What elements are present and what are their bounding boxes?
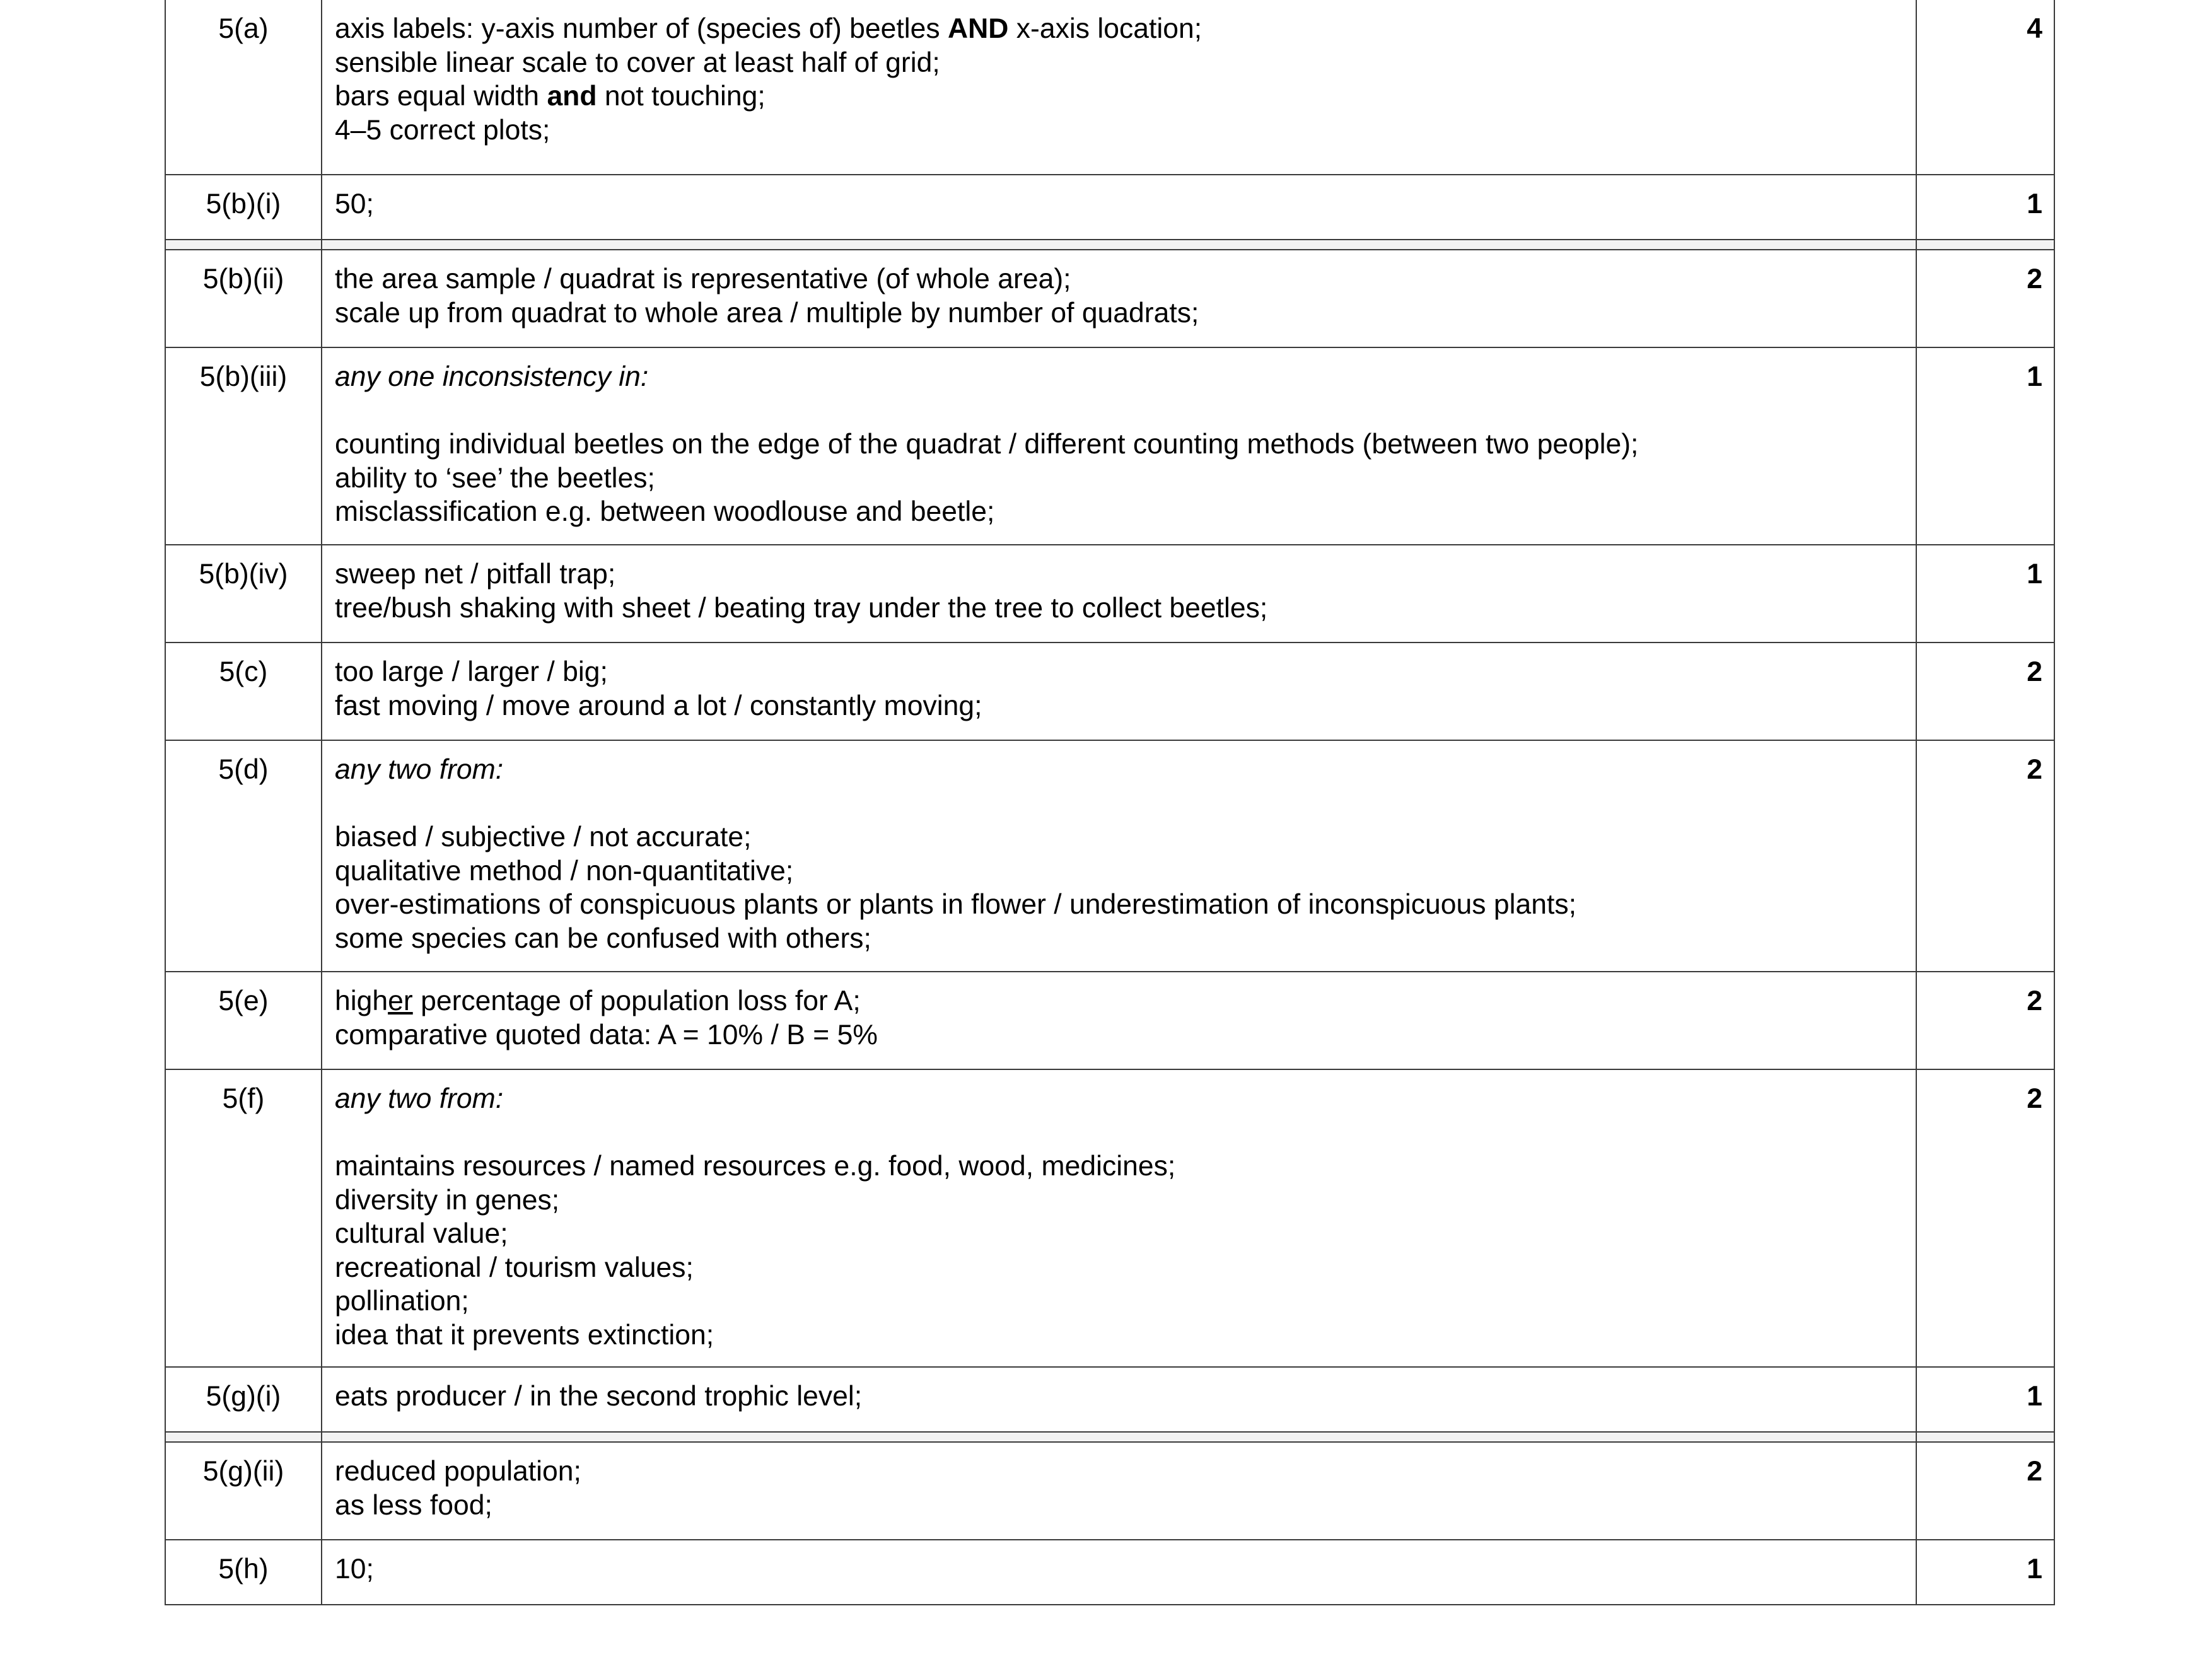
question-number-cell <box>165 250 322 347</box>
answer-line: over-estimations of conspicuous plants or plants in flower / underestimation of inconspicuous plants; <box>335 889 1576 920</box>
answer-line: fast moving / move around a lot / constantly moving; <box>335 690 982 721</box>
table-row <box>165 1367 2054 1432</box>
table-row <box>165 1069 2054 1367</box>
answer-cell <box>322 347 1916 545</box>
answer-cell <box>322 0 1916 175</box>
table-row <box>165 1442 2054 1540</box>
answer-cell <box>322 643 1916 740</box>
answer-line: ability to ‘see’ the beetles; <box>335 462 655 494</box>
answer-line: cultural value; <box>335 1218 508 1249</box>
answer-line: reduced population; <box>335 1456 581 1487</box>
question-number: 5(b)(iii) <box>199 361 288 392</box>
marks-value: 2 <box>2027 754 2042 785</box>
marks-cell <box>1916 1540 2054 1605</box>
answer-text: x-axis location; <box>1008 13 1202 44</box>
table-row <box>165 0 2054 175</box>
row-separator <box>165 1432 2054 1442</box>
answer-bold-text: AND <box>948 13 1009 44</box>
question-number: 5(b)(i) <box>206 189 281 219</box>
answer-line: idea that it prevents extinction; <box>335 1319 714 1351</box>
answer-bold-text: and <box>547 81 597 112</box>
answer-text: percentage of population loss for A; <box>412 986 861 1016</box>
marks-cell <box>1916 740 2054 972</box>
answer-text: bars equal width <box>335 81 547 112</box>
table-row <box>165 643 2054 740</box>
marks-value: 1 <box>2027 559 2042 590</box>
question-number: 5(g)(i) <box>206 1381 281 1412</box>
answer-line: diversity in genes; <box>335 1184 560 1216</box>
question-number: 5(b)(ii) <box>202 264 284 294</box>
answer-line <box>335 984 1904 1018</box>
question-number-cell <box>165 0 322 175</box>
answer-intro: any two from: <box>335 1083 504 1114</box>
mark-scheme-table <box>165 0 2055 1605</box>
question-number-cell <box>165 972 322 1069</box>
table-row <box>165 740 2054 972</box>
question-number: 5(b)(iv) <box>199 559 288 590</box>
answer-line: maintains resources / named resources e.g. food, wood, medicines; <box>335 1151 1176 1182</box>
marks-value: 1 <box>2027 189 2042 219</box>
question-number-cell <box>165 643 322 740</box>
answer-line: 10; <box>335 1554 374 1585</box>
answer-line: some species can be confused with others; <box>335 922 871 954</box>
row-separator <box>165 240 2054 250</box>
answer-line: pollination; <box>335 1286 469 1317</box>
answer-line: the area sample / quadrat is representative (of whole area); <box>335 264 1071 294</box>
blank-line <box>335 394 1904 428</box>
table-row <box>165 972 2054 1069</box>
answer-line: qualitative method / non-quantitative; <box>335 855 794 887</box>
answer-cell <box>322 545 1916 643</box>
question-number: 5(f) <box>222 1083 265 1114</box>
question-number: 5(e) <box>218 986 269 1016</box>
answer-text: not touching; <box>597 81 765 112</box>
question-number: 5(a) <box>218 13 269 44</box>
marks-cell <box>1916 1367 2054 1432</box>
marks-cell <box>1916 175 2054 240</box>
question-number-cell <box>165 1442 322 1540</box>
marks-cell <box>1916 0 2054 175</box>
answer-line: recreational / tourism values; <box>335 1252 694 1283</box>
question-number: 5(g)(ii) <box>202 1456 284 1487</box>
answer-line: comparative quoted data: A = 10% / B = 5% <box>335 1019 878 1050</box>
blank-line <box>335 1116 1904 1150</box>
marks-value: 1 <box>2027 1554 2042 1585</box>
answer-cell <box>322 1069 1916 1367</box>
question-number-cell <box>165 1367 322 1432</box>
question-number: 5(c) <box>219 656 268 687</box>
marks-cell <box>1916 1069 2054 1367</box>
separator-cell <box>322 1432 1916 1442</box>
answer-line: sweep net / pitfall trap; <box>335 559 616 590</box>
answer-intro: any one inconsistency in: <box>335 361 649 392</box>
question-number-cell <box>165 175 322 240</box>
blank-line <box>335 787 1904 821</box>
answer-cell <box>322 250 1916 347</box>
answer-line: biased / subjective / not accurate; <box>335 822 752 852</box>
marks-value: 1 <box>2027 1381 2042 1412</box>
answer-intro: any two from: <box>335 754 504 785</box>
table-row <box>165 250 2054 347</box>
answer-line: as less food; <box>335 1489 492 1521</box>
answer-line: eats producer / in the second trophic level; <box>335 1381 863 1412</box>
table-row <box>165 347 2054 545</box>
marks-cell <box>1916 250 2054 347</box>
answer-cell <box>322 1442 1916 1540</box>
answer-line: too large / larger / big; <box>335 656 608 687</box>
marks-cell <box>1916 643 2054 740</box>
marks-value: 4 <box>2027 13 2042 44</box>
marks-value: 2 <box>2027 986 2042 1016</box>
answer-line <box>335 79 1904 113</box>
marks-cell <box>1916 347 2054 545</box>
table-row <box>165 545 2054 643</box>
answer-line <box>335 12 1904 46</box>
answer-cell <box>322 175 1916 240</box>
question-number-cell <box>165 347 322 545</box>
answer-cell <box>322 740 1916 972</box>
answer-line: tree/bush shaking with sheet / beating tray under the tree to collect beetles; <box>335 592 1268 624</box>
question-number: 5(h) <box>218 1554 269 1585</box>
marks-value: 1 <box>2027 361 2042 392</box>
answer-line: counting individual beetles on the edge of the quadrat / different counting methods (between two people); <box>335 429 1639 460</box>
marks-value: 2 <box>2027 1083 2042 1114</box>
separator-cell <box>165 240 322 250</box>
answer-cell <box>322 972 1916 1069</box>
separator-cell <box>165 1432 322 1442</box>
answer-text: axis labels: y-axis number of (species of) beetles <box>335 13 948 44</box>
question-number-cell <box>165 740 322 972</box>
answer-line: 50; <box>335 189 374 219</box>
separator-cell <box>1916 240 2054 250</box>
answer-cell <box>322 1367 1916 1432</box>
marks-value: 2 <box>2027 1456 2042 1487</box>
marks-cell <box>1916 545 2054 643</box>
answer-line: misclassification e.g. between woodlouse and beetle; <box>335 496 995 527</box>
separator-cell <box>1916 1432 2054 1442</box>
answer-text: high <box>335 986 388 1016</box>
marks-value: 2 <box>2027 264 2042 294</box>
answer-cell <box>322 1540 1916 1605</box>
question-number: 5(d) <box>218 754 269 785</box>
answer-line: scale up from quadrat to whole area / multiple by number of quadrats; <box>335 297 1199 329</box>
answer-line: 4–5 correct plots; <box>335 114 550 146</box>
marks-value: 2 <box>2027 656 2042 687</box>
separator-cell <box>322 240 1916 250</box>
table-row <box>165 175 2054 240</box>
question-number-cell <box>165 1540 322 1605</box>
table-row <box>165 1540 2054 1605</box>
marks-cell <box>1916 972 2054 1069</box>
answer-line: sensible linear scale to cover at least half of grid; <box>335 47 940 78</box>
marks-cell <box>1916 1442 2054 1540</box>
answer-underlined-text: er <box>388 986 413 1016</box>
question-number-cell <box>165 1069 322 1367</box>
question-number-cell <box>165 545 322 643</box>
